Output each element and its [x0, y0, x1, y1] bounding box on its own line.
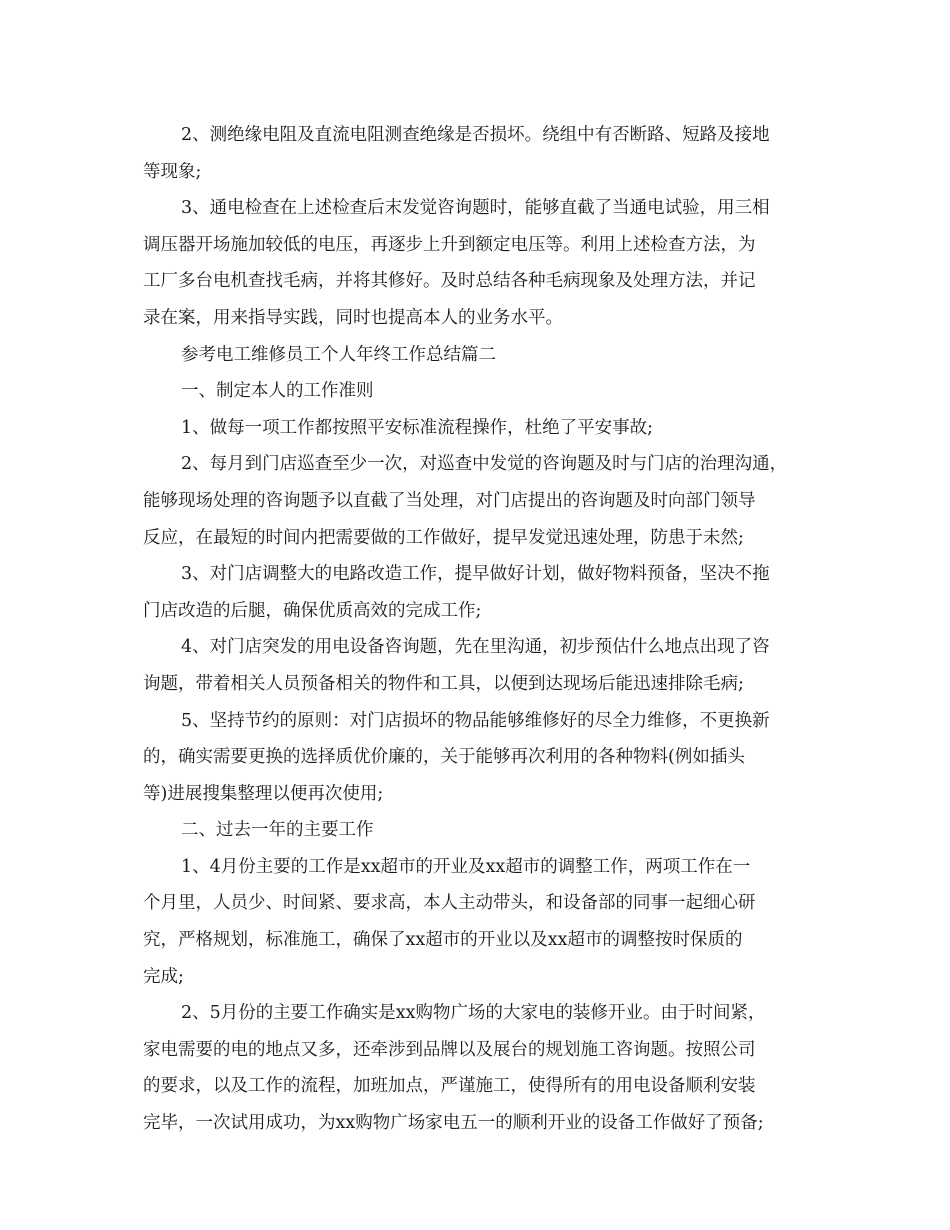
- document-line: 等)进展搜集整理以便再次使用;: [143, 783, 384, 804]
- document-line: 录在案，用来指导实践，同时也提高本人的业务水平。: [143, 307, 563, 328]
- document-line: 的要求，以及工作的流程，加班加点，严谨施工，使得所有的用电设备顺利安装: [143, 1076, 756, 1097]
- document-line: 能够现场处理的咨询题予以直截了当处理，对门店提出的咨询题及时向部门领导: [143, 490, 756, 511]
- document-line: 参考电工维修员工个人年终工作总结篇二: [181, 344, 496, 365]
- document-line: 个月里，人员少、时间紧、要求高，本人主动带头，和设备部的同事一起细心研: [143, 893, 756, 914]
- document-line: 二、过去一年的主要工作: [181, 820, 374, 841]
- document-line: 1、做每一项工作都按照平安标准流程操作，杜绝了平安事故;: [181, 417, 654, 438]
- document-line: 4、对门店突发的用电设备咨询题，先在里沟通，初步预估什么地点出现了咨: [181, 637, 770, 658]
- document-body: [143, 117, 808, 1142]
- document-line: 1、4月份主要的工作是xx超市的开业及xx超市的调整工作，两项工作在一: [181, 856, 751, 877]
- document-line: 究，严格规划，标准施工，确保了xx超市的开业以及xx超市的调整按时保质的: [143, 930, 743, 951]
- document-line: 反应，在最短的时间内把需要做的工作做好，提早发觉迅速处理，防患于未然;: [143, 527, 744, 548]
- document-line: 工厂多台电机查找毛病，并将其修好。及时总结各种毛病现象及处理方法，并记: [143, 271, 756, 292]
- document-line: 一、制定本人的工作准则: [181, 381, 374, 402]
- document-line: 3、通电检查在上述检查后末发觉咨询题时，能够直截了当通电试验，用三相: [181, 198, 770, 219]
- document-line: 2、每月到门店巡查至少一次，对巡查中发觉的咨询题及时与门店的治理沟通，: [181, 454, 788, 475]
- document-line: 等现象;: [143, 161, 202, 182]
- document-line: 调压器开场施加较低的电压，再逐步上升到额定电压等。利用上述检查方法，为: [143, 234, 756, 255]
- document-line: 询题，带着相关人员预备相关的物件和工具，以便到达现场后能迅速排除毛病;: [143, 673, 744, 694]
- document-line: 2、测绝缘电阻及直流电阻测查绝缘是否损坏。绕组中有否断路、短路及接地: [181, 125, 770, 145]
- document-line: 完成;: [143, 966, 184, 987]
- document-line: 3、对门店调整大的电路改造工作，提早做好计划，做好物料预备，坚决不拖: [181, 564, 770, 585]
- document-line: 完毕，一次试用成功，为xx购物广场家电五一的顺利开业的设备工作做好了预备;: [143, 1113, 764, 1134]
- document-line: 家电需要的电的地点又多，还牵涉到品牌以及展台的规划施工咨询题。按照公司: [143, 1039, 756, 1060]
- document-line: 5、坚持节约的原则：对门店损坏的物品能够维修好的尽全力维修，不更换新: [181, 710, 770, 731]
- document-line: 2、5月份的主要工作确实是xx购物广场的大家电的装修开业。由于时间紧，: [181, 1003, 766, 1024]
- document-line: 的，确实需要更换的选择质优价廉的，关于能够再次利用的各种物料(例如插头: [143, 747, 745, 768]
- document-line: 门店改造的后腿，确保优质高效的完成工作;: [143, 600, 482, 621]
